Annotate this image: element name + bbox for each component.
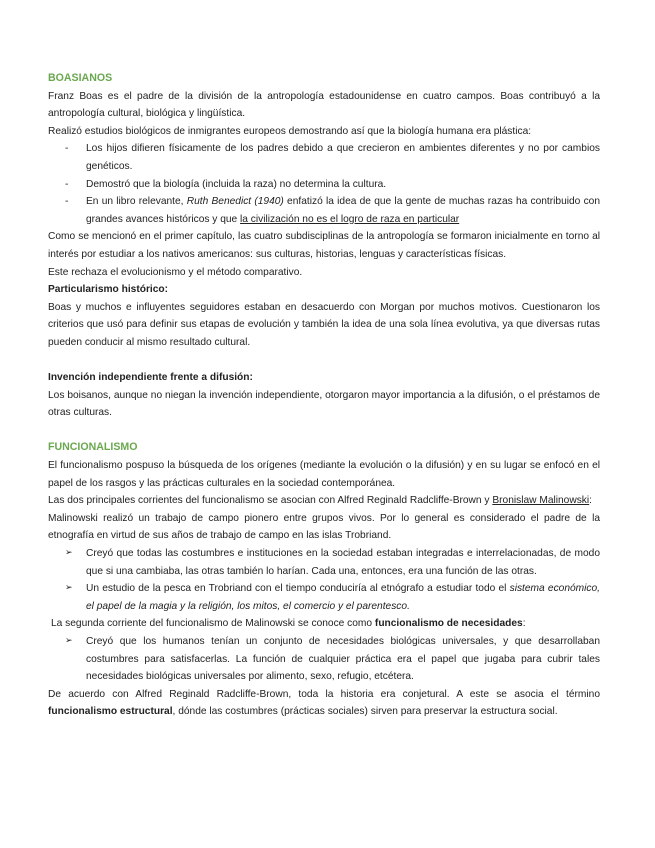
bold-text: funcionalismo estructural	[48, 706, 173, 718]
paragraph: Franz Boas es el padre de la división de la antropología estadounidense en cuatro campos. Boas contribuyó a la antropología cultural, biológica y lingüística.	[48, 90, 600, 120]
section-heading-boasianos: BOASIANOS	[48, 72, 113, 84]
paragraph: Boas y muchos e influyentes seguidores estaban en desacuerdo con Morgan por muchos motivos. Cuestionaron los criterios que usó para definir sus etapas de evolución y también la idea de una sola línea evolutiva, ya que diversas rutas pueden conducir al mismo resultado cultural.	[48, 301, 600, 348]
list-item: - En un libro relevante, Ruth Benedict (1940) enfatizó la idea de que la gente de muchas razas ha contribuido con grandes avances históricos y que la civilización no es el logro de raza en particular	[48, 193, 600, 228]
paragraph: Las dos principales corrientes del funcionalismo se asocian con Alfred Reginald Radcliffe-Brown y Bronislaw Malinowski:	[48, 495, 592, 507]
dash-list	[48, 140, 600, 228]
paragraph: Este rechaza el evolucionismo y el método comparativo.	[48, 266, 303, 278]
arrow-list	[48, 633, 600, 686]
spacer	[48, 422, 600, 440]
paragraph: Malinowski realizó un trabajo de campo pionero entre grupos vivos. Por lo general es considerado el padre de la etnografía en virtud de sus años de trabajo de campo en las islas Trobriand.	[48, 512, 600, 542]
spacer	[48, 352, 600, 370]
arrow-list	[48, 545, 600, 615]
list-item: - Demostró que la biología (incluida la raza) no determina la cultura.	[48, 176, 600, 194]
list-item: ➢ Creyó que todas las costumbres e instituciones en la sociedad estaban integradas e interrelacionadas, de modo que si una cambiaba, las otras también lo harían. Cada una, entonces, era una función de las otras.	[48, 545, 600, 580]
subheading-particularismo: Particularismo histórico:	[48, 284, 169, 296]
italic-text: Ruth Benedict (1940)	[186, 196, 284, 208]
bold-text: funcionalismo de necesidades	[374, 618, 523, 630]
underlined-text: la civilización no es el logro de raza en particular	[240, 213, 460, 225]
underlined-text: Bronislaw Malinowski	[492, 495, 590, 507]
paragraph: La segunda corriente del funcionalismo de Malinowski se conoce como funcionalismo de necesidades:	[51, 618, 526, 630]
document-page	[48, 70, 600, 721]
paragraph: Los boisanos, aunque no niegan la invención independiente, otorgaron mayor importancia a la difusión, o el préstamos de otras culturas.	[48, 389, 600, 419]
paragraph: El funcionalismo pospuso la búsqueda de los orígenes (mediante la evolución o la difusión) y en su lugar se enfocó en el papel de los rasgos y las prácticas culturales en la sociedad contemporánea.	[48, 460, 600, 489]
list-item: - Los hijos difieren físicamente de los padres debido a que crecieron en ambientes diferentes y no por cambios genéticos.	[48, 140, 600, 175]
paragraph: Como se mencionó en el primer capítulo, las cuatro subdisciplinas de la antropología se formaron inicialmente en torno al interés por estudiar a los nativos americanos: sus culturas, historias, lenguas y características físicas.	[48, 231, 600, 260]
list-item: ➢ Un estudio de la pesca en Trobriand con el tiempo conduciría al etnógrafo a estudiar todo el sistema económico, el papel de la magia y la religión, los mitos, el comercio y el parentesco.	[48, 580, 600, 615]
subheading-invencion: Invención independiente frente a difusión:	[48, 372, 253, 384]
italic-text: sistema económico, el papel de la magia y la religión, los mitos, el comercio y el parentesco.	[86, 583, 601, 612]
paragraph: De acuerdo con Alfred Reginald Radcliffe-Brown, toda la historia era conjetural. A este se asocia el término funcionalismo estructural, dónde las costumbres (prácticas sociales) sirven para preservar la estructura social.	[48, 688, 600, 718]
paragraph: Realizó estudios biológicos de inmigrantes europeos demostrando así que la biología humana era plástica:	[48, 125, 532, 137]
list-item: ➢ Creyó que los humanos tenían un conjunto de necesidades biológicas universales, y que desarrollaban costumbres para satisfacerlas. La función de cualquier práctica era el papel que jugaba para cubrir tales necesidades biológicas universales por alimento, sexo, refugio, etcétera.	[48, 633, 600, 686]
section-heading-funcionalismo: FUNCIONALISMO	[48, 441, 138, 454]
